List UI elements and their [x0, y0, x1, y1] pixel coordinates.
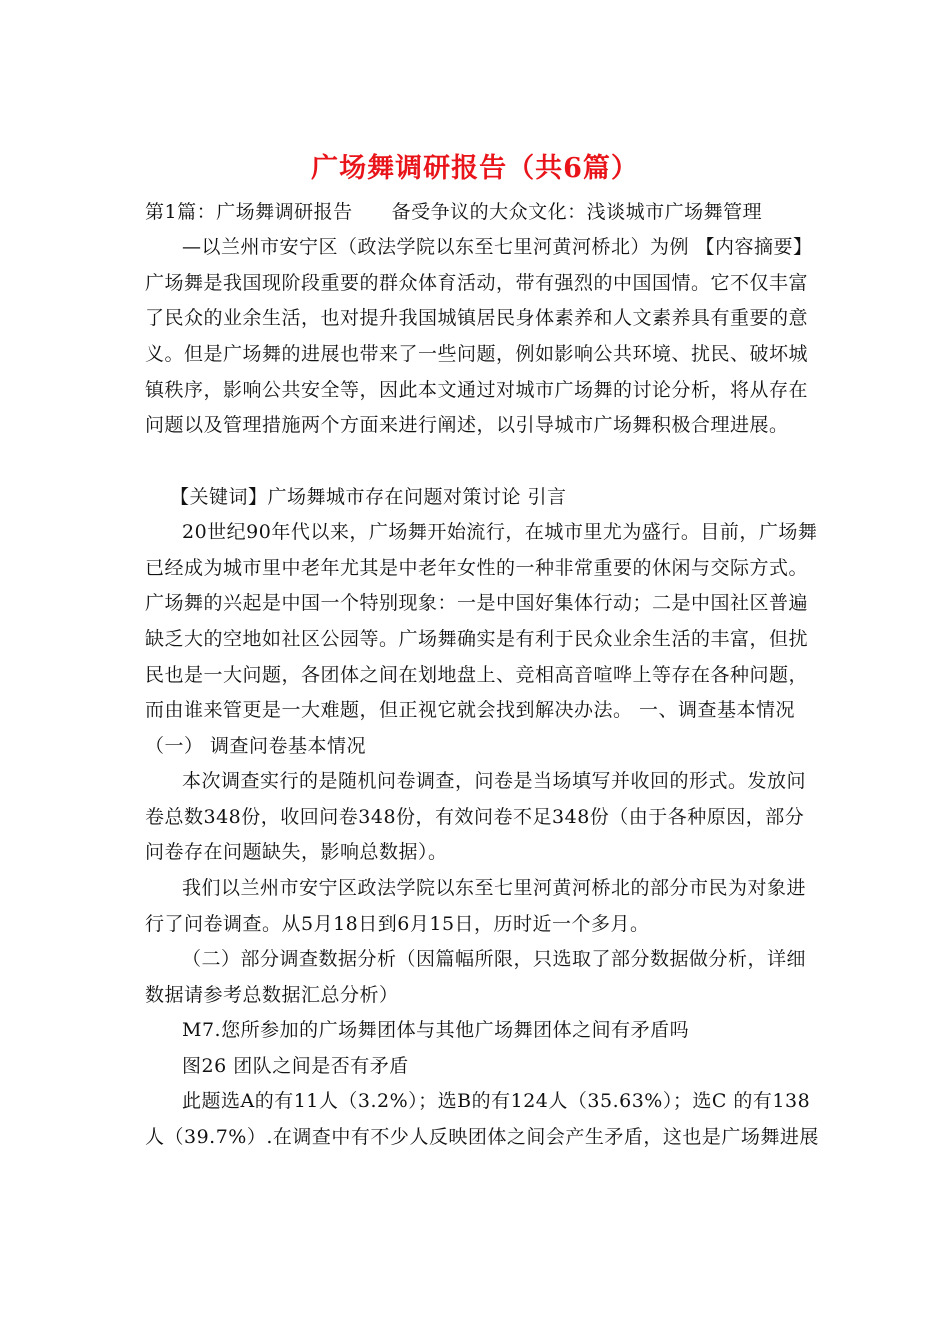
- paragraph-line: 本次调查实行的是随机问卷调查，问卷是当场填写并收回的形式。发放问: [182, 770, 807, 792]
- paragraph-line: 民也是一大问题，各团体之间在划地盘上、竞相高音喧哗上等存在各种问题，: [145, 664, 809, 686]
- paragraph-line: 已经成为城市里中老年尤其是中老年女性的一种非常重要的休闲与交际方式。: [145, 557, 809, 579]
- paragraph-line: 广场舞是我国现阶段重要的群众体育活动，带有强烈的中国国情。它不仅丰富: [145, 272, 809, 294]
- paragraph-line: 问卷存在问题缺失，影响总数据）。: [145, 841, 448, 863]
- paragraph-line: 20世纪90年代以来，广场舞开始流行，在城市里尤为盛行。目前，广场舞: [182, 521, 818, 543]
- figure-caption: 图26 团队之间是否有矛盾: [182, 1055, 409, 1077]
- paragraph-line: 人（39.7%）.在调查中有不少人反映团体之间会产生矛盾，这也是广场舞进展: [145, 1126, 819, 1148]
- keywords-line: 【关键词】广场舞城市存在问题对策讨论 引言: [170, 486, 567, 508]
- paragraph-line: 卷总数348份，收回问卷348份，有效问卷不足348份（由于各种原因，部分: [145, 806, 805, 828]
- paragraph-line: 数据请参考总数据汇总分析）: [145, 984, 399, 1006]
- paragraph-line: 第1篇：广场舞调研报告 备受争议的大众文化：浅谈城市广场舞管理: [145, 201, 763, 223]
- paragraph-line: 广场舞的兴起是中国一个特别现象：一是中国好集体行动；二是中国社区普遍: [145, 592, 809, 614]
- paragraph-line: 镇秩序，影响公共安全等，因此本文通过对城市广场舞的讨论分析，将从存在: [145, 379, 809, 401]
- paragraph-line: 缺乏大的空地如社区公园等。广场舞确实是有利于民众业余生活的丰富，但扰: [145, 628, 809, 650]
- paragraph-line: 了民众的业余生活，也对提升我国城镇居民身体素养和人文素养具有重要的意: [145, 307, 809, 329]
- section-heading: （一） 调查问卷基本情况: [145, 735, 367, 757]
- paragraph-line: 问题以及管理措施两个方面来进行阐述，以引导城市广场舞积极合理进展。: [145, 414, 789, 436]
- question-line: M7.您所参加的广场舞团体与其他广场舞团体之间有矛盾吗: [182, 1019, 690, 1041]
- section-heading: （二）部分调查数据分析（因篇幅所限，只选取了部分数据做分析，详细: [182, 948, 807, 970]
- document-title: 广场舞调研报告（共6篇）: [311, 153, 639, 184]
- paragraph-line: 我们以兰州市安宁区政法学院以东至七里河黄河桥北的部分市民为对象进: [182, 877, 807, 899]
- paragraph-line: 而由谁来管更是一大难题，但正视它就会找到解决办法。 一、调查基本情况: [145, 699, 796, 721]
- paragraph-line: —以兰州市安宁区（政法学院以东至七里河黄河桥北）为例 【内容摘要】: [182, 236, 813, 258]
- paragraph-line: 行了问卷调查。从5月18日到6月15日，历时近一个多月。: [145, 913, 650, 935]
- paragraph-line: 义。但是广场舞的进展也带来了一些问题，例如影响公共环境、扰民、破坏城: [145, 343, 809, 365]
- paragraph-line: 此题选A的有11人（3.2%）；选B的有124人（35.63%）；选C 的有138: [182, 1090, 811, 1112]
